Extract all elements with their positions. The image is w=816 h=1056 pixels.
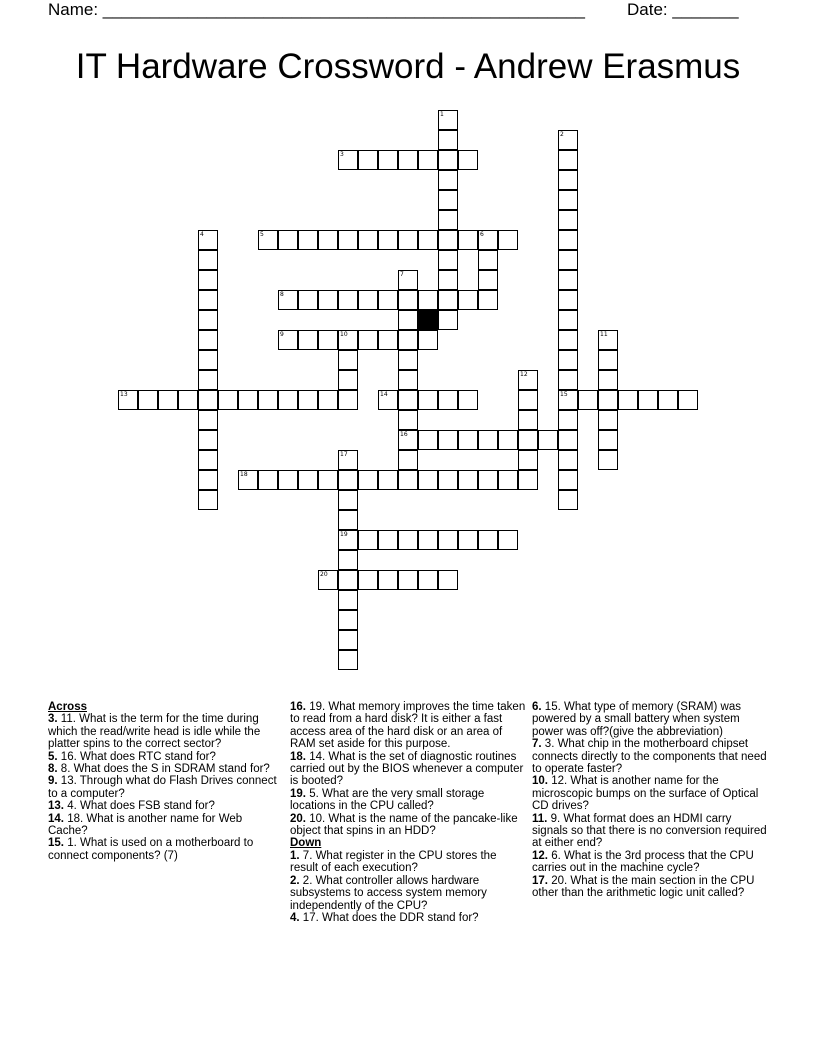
crossword-cell[interactable] bbox=[198, 330, 218, 350]
clue-down: 12. 6. What is the 3rd process that the CPU carries out in the machine cycle? bbox=[532, 849, 754, 875]
crossword-cell[interactable] bbox=[598, 390, 618, 410]
crossword-cell[interactable] bbox=[418, 470, 438, 490]
crossword-cell[interactable] bbox=[478, 250, 498, 270]
crossword-cell[interactable] bbox=[358, 150, 378, 170]
crossword-cell[interactable] bbox=[438, 210, 458, 230]
crossword-cell[interactable] bbox=[598, 350, 618, 370]
crossword-cell[interactable] bbox=[598, 410, 618, 430]
crossword-cell[interactable] bbox=[558, 130, 578, 150]
crossword-cell[interactable] bbox=[338, 510, 358, 530]
crossword-cell[interactable] bbox=[438, 130, 458, 150]
crossword-cell[interactable] bbox=[198, 230, 218, 250]
crossword-cell[interactable] bbox=[598, 430, 618, 450]
crossword-cell[interactable] bbox=[458, 290, 478, 310]
crossword-cell[interactable] bbox=[278, 330, 298, 350]
crossword-cell[interactable] bbox=[378, 470, 398, 490]
crossword-cell[interactable] bbox=[558, 190, 578, 210]
crossword-cell[interactable] bbox=[498, 230, 518, 250]
crossword-cell[interactable] bbox=[338, 290, 358, 310]
crossword-cell[interactable] bbox=[598, 330, 618, 350]
crossword-cell[interactable] bbox=[378, 530, 398, 550]
crossword-black-cell bbox=[418, 310, 438, 330]
crossword-cell[interactable] bbox=[578, 390, 598, 410]
crossword-cell[interactable] bbox=[338, 530, 358, 550]
crossword-cell[interactable] bbox=[418, 390, 438, 410]
crossword-cell[interactable] bbox=[398, 430, 418, 450]
crossword-cell[interactable] bbox=[558, 150, 578, 170]
crossword-cell[interactable] bbox=[438, 310, 458, 330]
crossword-cell[interactable] bbox=[258, 390, 278, 410]
clue-across: 8. 8. What does the S in SDRAM stand for? bbox=[48, 763, 270, 776]
cell-number: 1 bbox=[440, 111, 444, 118]
crossword-cell[interactable] bbox=[558, 170, 578, 190]
cell-number: 11 bbox=[600, 331, 608, 338]
crossword-cell[interactable] bbox=[438, 250, 458, 270]
cell-number: 7 bbox=[400, 271, 404, 278]
crossword-cell[interactable] bbox=[538, 430, 558, 450]
clue-down: 6. 15. What type of memory (SRAM) was powered by a small battery when system power was off?(give the abbreviation) bbox=[532, 701, 741, 738]
crossword-cell[interactable] bbox=[318, 470, 338, 490]
cell-number: 8 bbox=[280, 291, 284, 298]
crossword-cell[interactable] bbox=[338, 550, 358, 570]
crossword-cell[interactable] bbox=[238, 390, 258, 410]
crossword-cell[interactable] bbox=[358, 530, 378, 550]
crossword-cell[interactable] bbox=[458, 390, 478, 410]
crossword-cell[interactable] bbox=[438, 150, 458, 170]
crossword-cell[interactable] bbox=[398, 290, 418, 310]
cell-number: 12 bbox=[520, 371, 528, 378]
crossword-cell[interactable] bbox=[238, 470, 258, 490]
crossword-cell[interactable] bbox=[558, 410, 578, 430]
crossword-cell[interactable] bbox=[338, 150, 358, 170]
crossword-cell[interactable] bbox=[278, 470, 298, 490]
crossword-cell[interactable] bbox=[638, 390, 658, 410]
crossword-cell[interactable] bbox=[478, 470, 498, 490]
crossword-cell[interactable] bbox=[438, 170, 458, 190]
crossword-cell[interactable] bbox=[398, 390, 418, 410]
crossword-cell[interactable] bbox=[298, 390, 318, 410]
crossword-cell[interactable] bbox=[378, 290, 398, 310]
crossword-cell[interactable] bbox=[478, 270, 498, 290]
crossword-cell[interactable] bbox=[498, 430, 518, 450]
crossword-cell[interactable] bbox=[198, 430, 218, 450]
crossword-cell[interactable] bbox=[458, 430, 478, 450]
crossword-cell[interactable] bbox=[458, 530, 478, 550]
crossword-cell[interactable] bbox=[198, 490, 218, 510]
clue-across: 5. 16. What does RTC stand for? bbox=[48, 750, 216, 763]
crossword-cell[interactable] bbox=[478, 230, 498, 250]
crossword-cell[interactable] bbox=[558, 290, 578, 310]
crossword-cell[interactable] bbox=[318, 570, 338, 590]
cell-number: 9 bbox=[280, 331, 284, 338]
crossword-cell[interactable] bbox=[338, 630, 358, 650]
crossword-cell[interactable] bbox=[558, 230, 578, 250]
crossword-cell[interactable] bbox=[398, 470, 418, 490]
clue-down: 17. 20. What is the main section in the CPU other than the arithmetic logic unit called? bbox=[532, 874, 755, 900]
crossword-cell[interactable] bbox=[198, 410, 218, 430]
clues-column-1 bbox=[48, 701, 284, 862]
crossword-cell[interactable] bbox=[558, 470, 578, 490]
clue-across: 15. 1. What is used on a motherboard to connect components? (7) bbox=[48, 837, 254, 862]
crossword-cell[interactable] bbox=[398, 350, 418, 370]
crossword-cell[interactable] bbox=[378, 390, 398, 410]
crossword-cell[interactable] bbox=[438, 190, 458, 210]
crossword-cell[interactable] bbox=[658, 390, 678, 410]
crossword-cell[interactable] bbox=[198, 450, 218, 470]
cell-number: 17 bbox=[340, 451, 348, 458]
crossword-cell[interactable] bbox=[198, 310, 218, 330]
crossword-cell[interactable] bbox=[338, 590, 358, 610]
crossword-cell[interactable] bbox=[198, 470, 218, 490]
crossword-cell[interactable] bbox=[198, 250, 218, 270]
crossword-cell[interactable] bbox=[338, 450, 358, 470]
clues-column-3 bbox=[532, 701, 768, 900]
crossword-cell[interactable] bbox=[438, 290, 458, 310]
crossword-cell[interactable] bbox=[278, 390, 298, 410]
clue-across: 16. 19. What memory improves the time taken to read from a hard disk? It is either a fast access area of the hard disk or an area of RAM set aside for this purpose. bbox=[290, 701, 526, 751]
crossword-cell[interactable] bbox=[318, 290, 338, 310]
crossword-cell[interactable] bbox=[498, 470, 518, 490]
crossword-cell[interactable] bbox=[518, 430, 538, 450]
crossword-cell[interactable] bbox=[298, 470, 318, 490]
across-heading: Across bbox=[48, 701, 87, 713]
crossword-cell[interactable] bbox=[438, 430, 458, 450]
crossword-cell[interactable] bbox=[198, 390, 218, 410]
cell-number: 2 bbox=[560, 131, 564, 138]
crossword-cell[interactable] bbox=[598, 450, 618, 470]
crossword-cell[interactable] bbox=[318, 330, 338, 350]
clue-across: 18. 14. What is the set of diagnostic routines carried out by the BIOS whenever a computer is booted? bbox=[290, 750, 524, 788]
crossword-cell[interactable] bbox=[118, 390, 138, 410]
crossword-cell[interactable] bbox=[458, 470, 478, 490]
clue-across: 19. 5. What are the very small storage locations in the CPU called? bbox=[290, 787, 485, 813]
crossword-cell[interactable] bbox=[558, 310, 578, 330]
crossword-cell[interactable] bbox=[518, 470, 538, 490]
crossword-cell[interactable] bbox=[318, 390, 338, 410]
cell-number: 4 bbox=[200, 231, 204, 238]
crossword-cell[interactable] bbox=[338, 230, 358, 250]
crossword-cell[interactable] bbox=[398, 230, 418, 250]
crossword-cell[interactable] bbox=[358, 290, 378, 310]
crossword-cell[interactable] bbox=[478, 530, 498, 550]
crossword-cell[interactable] bbox=[338, 610, 358, 630]
cell-number: 13 bbox=[120, 391, 128, 398]
crossword-cell[interactable] bbox=[418, 290, 438, 310]
crossword-cell[interactable] bbox=[218, 390, 238, 410]
crossword-cell[interactable] bbox=[398, 530, 418, 550]
crossword-cell[interactable] bbox=[398, 570, 418, 590]
crossword-cell[interactable] bbox=[158, 390, 178, 410]
crossword-cell[interactable] bbox=[418, 530, 438, 550]
crossword-cell[interactable] bbox=[338, 470, 358, 490]
crossword-cell[interactable] bbox=[178, 390, 198, 410]
clue-across: 14. 18. What is another name for Web Cache? bbox=[48, 812, 243, 838]
clue-down: 1. 7. What register in the CPU stores the result of each execution? bbox=[290, 849, 497, 875]
crossword-cell[interactable] bbox=[438, 530, 458, 550]
cell-number: 6 bbox=[480, 231, 484, 238]
crossword-cell[interactable] bbox=[418, 570, 438, 590]
crossword-cell[interactable] bbox=[398, 450, 418, 470]
crossword-cell[interactable] bbox=[298, 290, 318, 310]
cell-number: 14 bbox=[380, 391, 388, 398]
crossword-cell[interactable] bbox=[478, 290, 498, 310]
crossword-cell[interactable] bbox=[198, 370, 218, 390]
clue-down: 2. 2. What controller allows hardware subsystems to access system memory independently of the CPU? bbox=[290, 874, 487, 912]
crossword-cell[interactable] bbox=[518, 450, 538, 470]
cell-number: 10 bbox=[340, 331, 348, 338]
crossword-cell[interactable] bbox=[198, 270, 218, 290]
crossword-cell[interactable] bbox=[198, 350, 218, 370]
crossword-cell[interactable] bbox=[418, 430, 438, 450]
crossword-cell[interactable] bbox=[338, 490, 358, 510]
crossword-cell[interactable] bbox=[558, 450, 578, 470]
crossword-cell[interactable] bbox=[338, 650, 358, 670]
down-heading: Down bbox=[290, 837, 322, 850]
crossword-cell[interactable] bbox=[358, 330, 378, 350]
crossword-cell[interactable] bbox=[258, 470, 278, 490]
crossword-cell[interactable] bbox=[378, 330, 398, 350]
crossword-cell[interactable] bbox=[498, 530, 518, 550]
crossword-cell[interactable] bbox=[298, 330, 318, 350]
crossword-cell[interactable] bbox=[298, 230, 318, 250]
name-field-label: Name: ___________________________________________________ bbox=[48, 0, 585, 19]
crossword-cell[interactable] bbox=[458, 150, 478, 170]
crossword-cell[interactable] bbox=[398, 310, 418, 330]
crossword-cell[interactable] bbox=[438, 110, 458, 130]
cell-number: 5 bbox=[260, 231, 264, 238]
crossword-cell[interactable] bbox=[518, 370, 538, 390]
crossword-cell[interactable] bbox=[338, 370, 358, 390]
cell-number: 18 bbox=[240, 471, 248, 478]
crossword-cell[interactable] bbox=[398, 330, 418, 350]
crossword-cell[interactable] bbox=[678, 390, 698, 410]
clue-down: 11. 9. What format does an HDMI carry signals so that there is no conversion required at either end? bbox=[532, 812, 767, 850]
crossword-cell[interactable] bbox=[558, 350, 578, 370]
crossword-cell[interactable] bbox=[378, 570, 398, 590]
crossword-cell[interactable] bbox=[438, 230, 458, 250]
cell-number: 3 bbox=[340, 151, 344, 158]
crossword-cell[interactable] bbox=[618, 390, 638, 410]
crossword-cell[interactable] bbox=[338, 350, 358, 370]
crossword-cell[interactable] bbox=[338, 570, 358, 590]
crossword-cell[interactable] bbox=[338, 390, 358, 410]
crossword-cell[interactable] bbox=[438, 390, 458, 410]
clue-down: 4. 17. What does the DDR stand for? bbox=[290, 911, 479, 924]
crossword-cell[interactable] bbox=[338, 330, 358, 350]
clue-across: 3. 11. What is the term for the time during which the read/write head is idle while the platter spins to the correct sector? bbox=[48, 713, 261, 751]
clue-across: 20. 10. What is the name of the pancake-like object that spins in an HDD? bbox=[290, 812, 518, 838]
crossword-cell[interactable] bbox=[558, 490, 578, 510]
crossword-cell[interactable] bbox=[278, 290, 298, 310]
crossword-cell[interactable] bbox=[258, 230, 278, 250]
crossword-cell[interactable] bbox=[418, 150, 438, 170]
clues-column-2 bbox=[290, 701, 526, 924]
crossword-cell[interactable] bbox=[558, 250, 578, 270]
crossword-cell[interactable] bbox=[558, 330, 578, 350]
crossword-cell[interactable] bbox=[418, 330, 438, 350]
crossword-cell[interactable] bbox=[398, 370, 418, 390]
crossword-cell[interactable] bbox=[398, 150, 418, 170]
crossword-cell[interactable] bbox=[138, 390, 158, 410]
crossword-cell[interactable] bbox=[278, 230, 298, 250]
crossword-cell[interactable] bbox=[458, 230, 478, 250]
crossword-cell[interactable] bbox=[518, 390, 538, 410]
crossword-cell[interactable] bbox=[438, 270, 458, 290]
clue-across: 13. 4. What does FSB stand for? bbox=[48, 800, 215, 813]
crossword-cell[interactable] bbox=[438, 470, 458, 490]
crossword-cell[interactable] bbox=[558, 210, 578, 230]
clue-down: 7. 3. What chip in the motherboard chipset connects directly to the components that need to operate faster? bbox=[532, 738, 767, 776]
cell-number: 19 bbox=[340, 531, 348, 538]
crossword-cell[interactable] bbox=[418, 230, 438, 250]
crossword-cell[interactable] bbox=[398, 270, 418, 290]
cell-number: 16 bbox=[400, 431, 408, 438]
clue-down: 10. 12. What is another name for the microscopic bumps on the surface of Optical CD drives? bbox=[532, 775, 759, 813]
crossword-cell[interactable] bbox=[518, 410, 538, 430]
crossword-cell[interactable] bbox=[438, 570, 458, 590]
crossword-cell[interactable] bbox=[378, 150, 398, 170]
crossword-cell[interactable] bbox=[318, 230, 338, 250]
crossword-cell[interactable] bbox=[478, 430, 498, 450]
crossword-cell[interactable] bbox=[358, 230, 378, 250]
clue-across: 9. 13. Through what do Flash Drives connect to a computer? bbox=[48, 775, 277, 800]
crossword-cell[interactable] bbox=[558, 370, 578, 390]
crossword-cell[interactable] bbox=[378, 230, 398, 250]
crossword-cell[interactable] bbox=[598, 370, 618, 390]
crossword-cell[interactable] bbox=[358, 570, 378, 590]
crossword-cell[interactable] bbox=[398, 410, 418, 430]
cell-number: 15 bbox=[560, 391, 568, 398]
crossword-cell[interactable] bbox=[558, 390, 578, 410]
date-field-label: Date: _______ bbox=[627, 0, 739, 19]
crossword-cell[interactable] bbox=[558, 270, 578, 290]
page-title: IT Hardware Crossword - Andrew Erasmus bbox=[75, 47, 741, 86]
cell-number: 20 bbox=[320, 571, 328, 578]
crossword-cell[interactable] bbox=[358, 470, 378, 490]
crossword-cell[interactable] bbox=[558, 430, 578, 450]
crossword-cell[interactable] bbox=[198, 290, 218, 310]
